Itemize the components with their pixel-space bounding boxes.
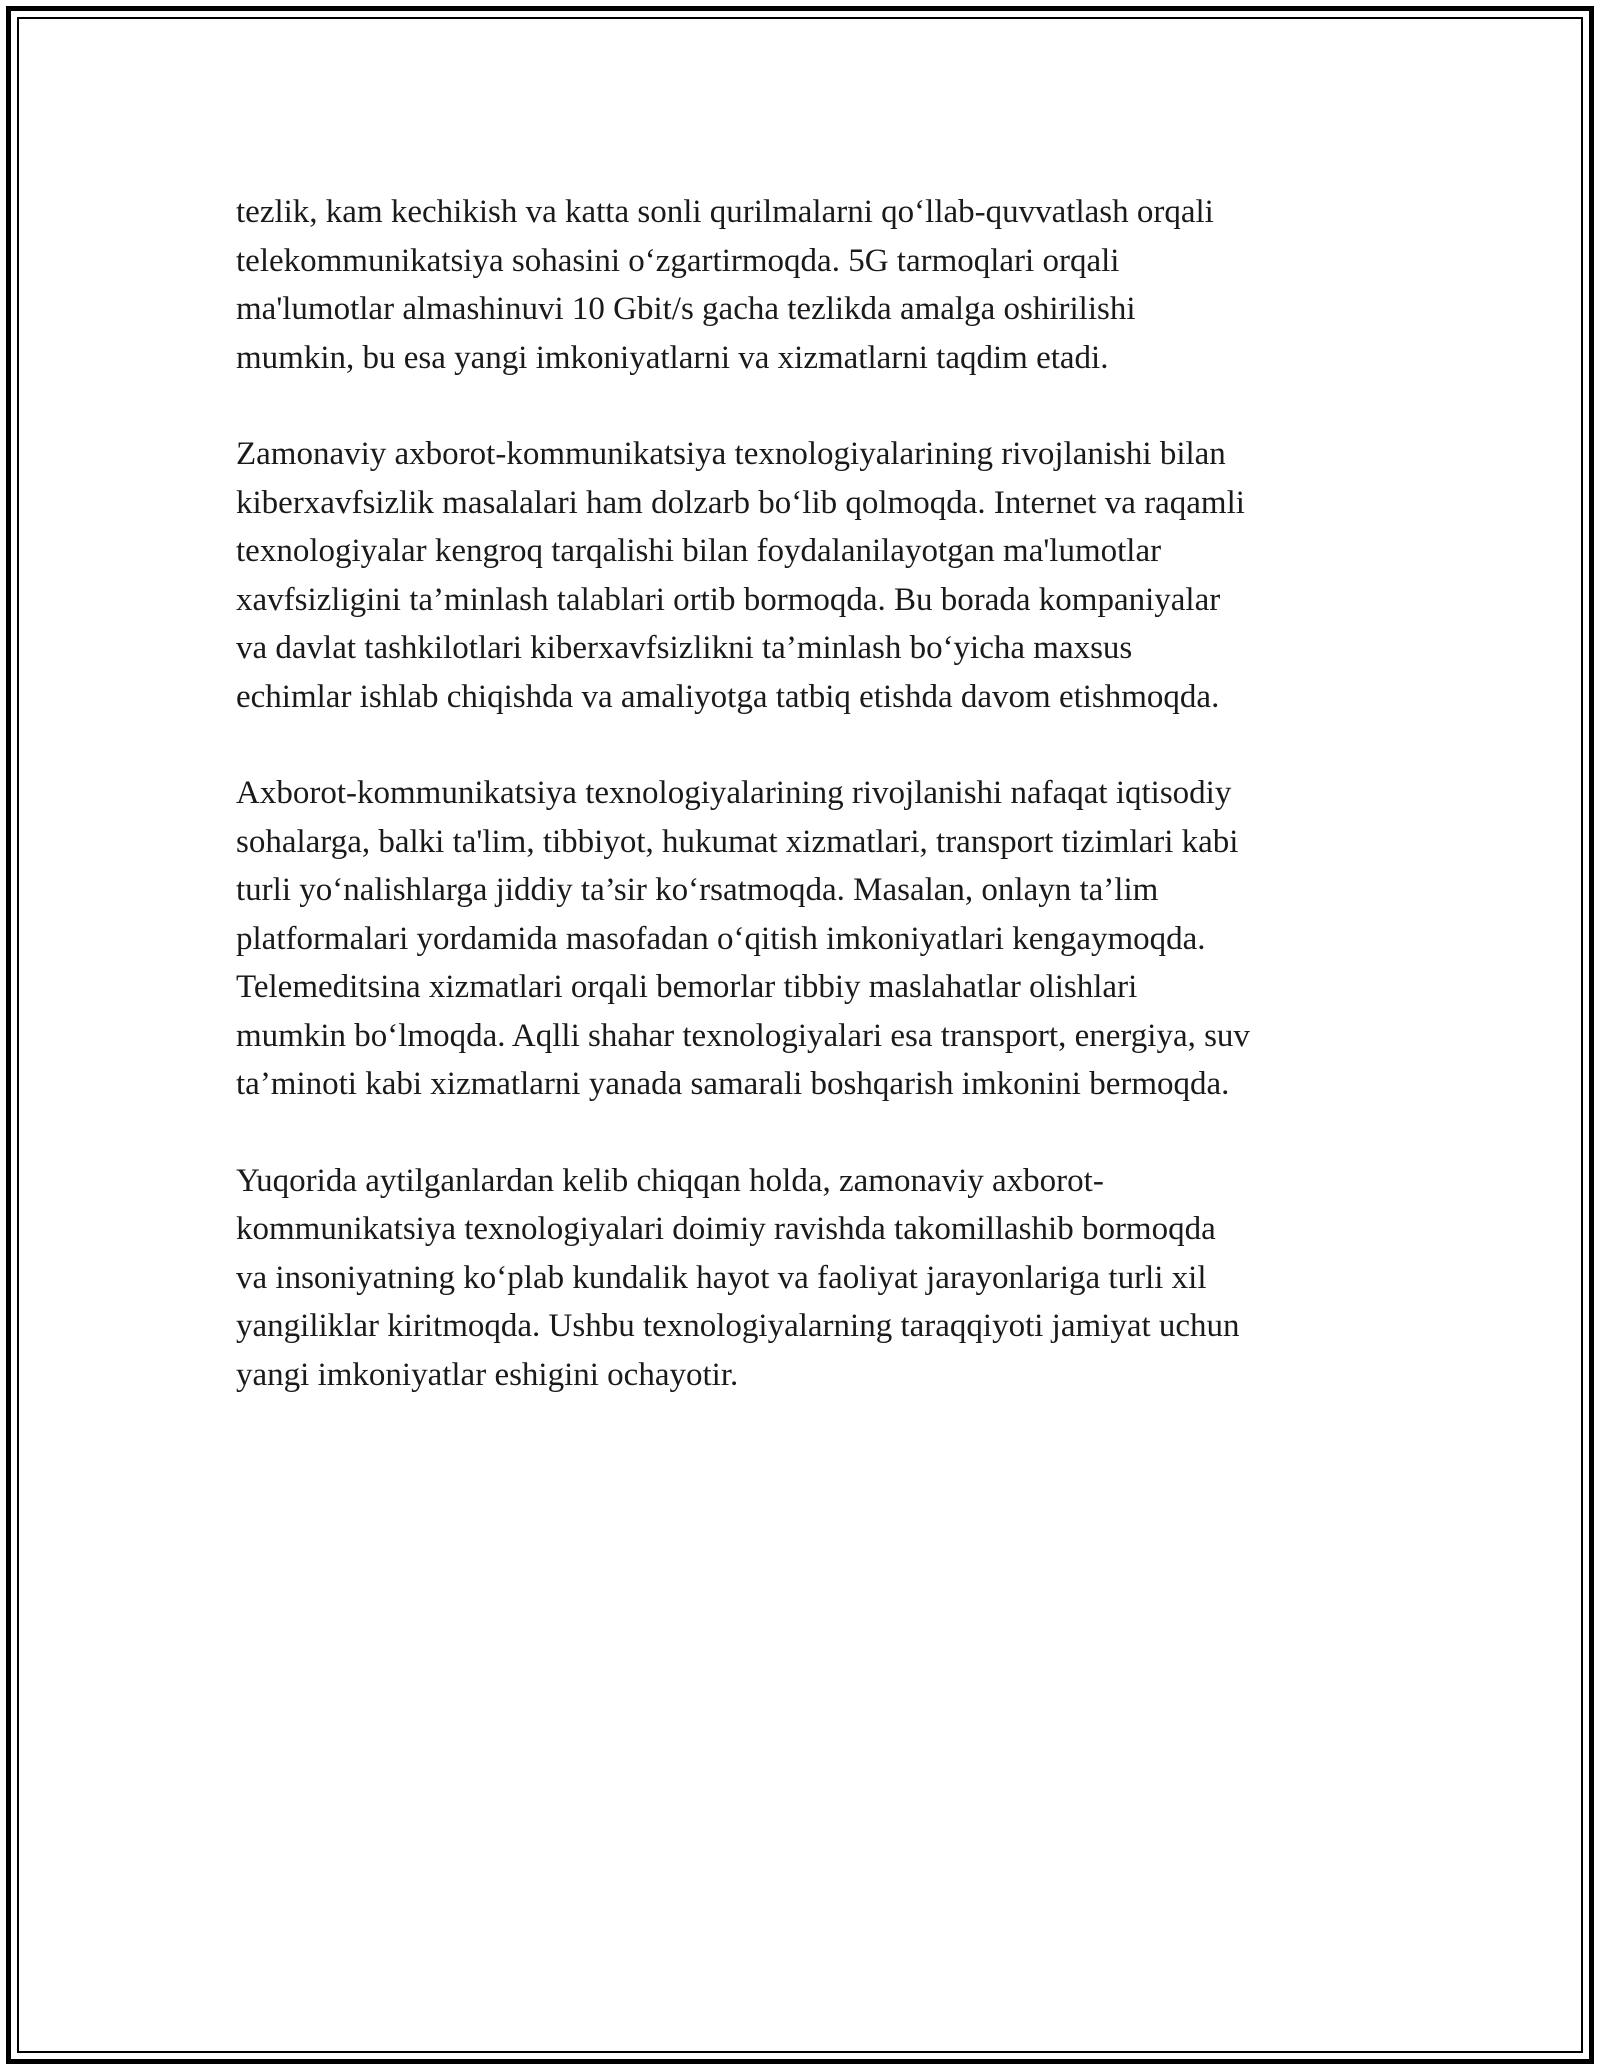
paragraph-1: tezlik, kam kechikish va katta sonli qurilmalarni qo‘llab-quvvatlash orqali telekommunikatsiya sohasini o‘zgartirmoqda. 5G tarmoqlari orqali ma'lumotlar almashinuvi 10 Gbit/s gacha tezlikda amalga oshirilishi mumkin, bu esa yangi imkoniyatlarni va xizmatlarni taqdim etadi. xyxy=(236,194,1214,376)
paragraph-3: Axborot-kommunikatsiya texnologiyalarining rivojlanishi nafaqat iqtisodiy sohalarga, balki ta'lim, tibbiyot, hukumat xizmatlari, transport tizimlari kabi turli yo‘nalishlarga jiddiy ta’sir ko‘rsatmoqda. Masalan, onlayn ta’lim platformalari yordamida masofadan o‘qitish imkoniyatlari kengaymoqda. Telemeditsina xizmatlari orqali bemorlar tibbiy maslahatlar olishlari mumkin bo‘lmoqda. Aqlli shahar texnologiyalari esa transport, energiya, suv ta’minoti kabi xizmatlarni yanada samarali boshqarish imkonini bermoqda. xyxy=(236,775,1250,1102)
document-body xyxy=(236,188,1366,1447)
paragraph-2: Zamonaviy axborot-kommunikatsiya texnologiyalarining rivojlanishi bilan kiberxavfsizlik masalalari ham dolzarb bo‘lib qolmoqda. Internet va raqamli texnologiyalar kengroq tarqalishi bilan foydalanilayotgan ma'lumotlar xavfsizligini ta’minlash talablari ortib bormoqda. Bu borada kompaniyalar va davlat tashkilotlari kiberxavfsizlikni ta’minlash bo‘yicha maxsus echimlar ishlab chiqishda va amaliyotga tatbiq etishda davom etishmoqda. xyxy=(236,436,1245,715)
paragraph-4: Yuqorida aytilganlardan kelib chiqqan holda, zamonaviy axborot- kommunikatsiya texnologiyalari doimiy ravishda takomillashib bormoqda va insoniyatning ko‘plab kundalik hayot va faoliyat jarayonlariga turli xil yangiliklar kiritmoqda. Ushbu texnologiyalarning taraqqiyoti jamiyat uchun yangi imkoniyatlar eshigini ochayotir. xyxy=(236,1162,1240,1393)
